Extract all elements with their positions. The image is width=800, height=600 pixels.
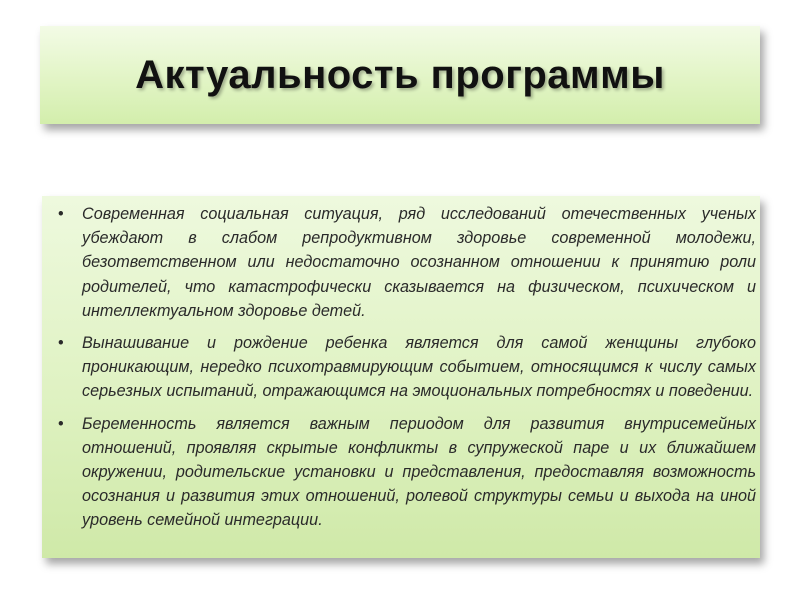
title-panel bbox=[40, 26, 760, 124]
bullet-item: • Современная социальная ситуация, ряд исследований отечественных ученых убеждают в слабом репродуктивном здоровье современной молодежи, безответственном или недостаточно осознанном отношении к принятию роли родителей, что катастрофически сказывается на физическом, психическом и интеллектуальном здоровье детей. bbox=[56, 202, 756, 323]
bullet-list bbox=[56, 202, 756, 541]
bullet-item: • Беременность является важным периодом для развития внутрисемейных отношений, проявляя скрытые конфликты в супружеской паре и их ближайшем окружении, родительские установки и представления, предоставляя возможность осознания и развития этих отношений, ролевой структуры семьи и выхода на иной уровень семейной интеграции. bbox=[56, 412, 756, 533]
bullet-item: • Вынашивание и рождение ребенка является для самой женщины глубоко проникающим, нередко психотравмирующим событием, относящимся к числу самых серьезных испытаний, отражающимся на эмоциональных потребностях и поведении. bbox=[56, 331, 756, 404]
slide-title: Актуальность программы bbox=[135, 52, 665, 97]
